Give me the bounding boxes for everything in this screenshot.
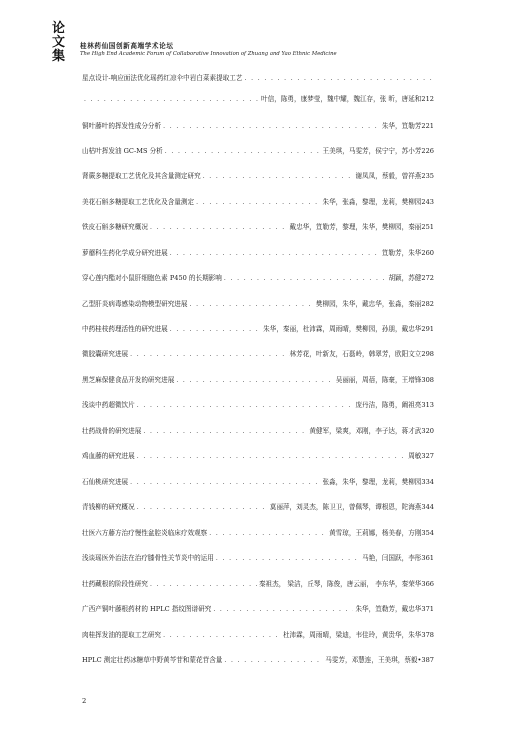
toc-entry-authors: 莫丽萍，刘灵杰，陈卫卫，曾佩琴，谭根恩，陀海燕	[269, 503, 422, 511]
toc-leader-dots	[170, 324, 261, 336]
toc-leader-dots	[203, 171, 354, 183]
toc-entry-title: 肾蕨多糖提取工艺优化及其含量测定研究	[82, 172, 201, 180]
toc-entry[interactable]	[82, 552, 434, 564]
toc-entry-authors: 叶信，陈勇，康梦莹，魏中耀，魏江存，张 昕，唐延和	[261, 95, 422, 103]
toc-entry[interactable]	[82, 221, 434, 233]
toc-entry-authors: 马艳，闫国跃，李彤	[362, 554, 422, 562]
toc-leader-dots	[150, 579, 257, 591]
toc-entry-authors: 笪勒芳，朱华	[381, 249, 422, 257]
toc-entry-title: 石仙桃研究进展	[82, 478, 129, 486]
toc-entry-page: 378	[421, 631, 434, 639]
toc-entry-page: 354	[421, 529, 434, 537]
toc-leader-dots	[137, 451, 406, 463]
toc-entry-page: 291	[421, 325, 434, 333]
toc-entry-authors: 谢凤凤，蔡毅，曾祥燕	[355, 172, 422, 180]
toc-entry-authors: 杜沛霖，周雨晴，梁迪，韦佳玲，黄贵华，朱华	[282, 631, 422, 639]
toc-leader-dots	[176, 375, 333, 387]
toc-entry-authors: 樊柳园，朱华，戴忠华，张淼，秦丽	[315, 300, 422, 308]
toc-entry[interactable]	[82, 476, 434, 488]
toc-entry[interactable]	[82, 93, 434, 105]
toc-leader-dots	[224, 655, 323, 667]
logo-char-1: 论	[52, 21, 66, 36]
toc-entry-page: 298	[421, 350, 434, 358]
logo-char-2: 文	[52, 35, 66, 50]
toc-entry-page: 371	[421, 605, 434, 613]
toc-entry-authors: 庞丹洁，陈勇，阚祖亮	[355, 401, 422, 409]
toc-entry-page: 282	[421, 300, 434, 308]
toc-leader-dots	[130, 349, 287, 361]
toc-entry-title: 铜叶藤叶的挥发性成分分析	[82, 122, 162, 130]
toc-entry-authors: 黄雪琼，王莉娜，杨美春，方刚	[329, 529, 422, 537]
toc-entry[interactable]	[82, 323, 434, 335]
toc-leader-dots	[165, 146, 321, 158]
toc-entry-title: 肉桂挥发油的提取工艺研究	[82, 631, 162, 639]
toc-entry-title: 壮药藏根的阶段性研究	[82, 580, 148, 588]
toc-entry[interactable]	[82, 272, 434, 284]
toc-leader-dots	[170, 248, 380, 260]
toc-leader-dots	[213, 604, 353, 616]
toc-entry-page: 243	[421, 198, 434, 206]
toc-entry-title: 青钱柳的研究概况	[82, 503, 135, 511]
toc-leader-dots	[150, 222, 288, 234]
toc-entry-page: 272	[421, 274, 434, 282]
page-header	[0, 22, 529, 72]
toc-leader-dots	[196, 197, 320, 209]
toc-entry[interactable]	[82, 247, 434, 259]
toc-entry-authors: 朱华，张淼，黎理，龙莉，樊柳园	[322, 198, 422, 206]
toc-entry-authors: 胡颖，苏健	[388, 274, 422, 282]
toc-entry-title: 壮药战骨的研究进展	[82, 427, 142, 435]
toc-entry[interactable]	[82, 196, 434, 208]
forum-subtitle: The High End Academic Forum of Collaborative Innovation of Zhuang and Yao Ethnic Medicine	[80, 51, 337, 57]
toc-entry-title: HPLC 测定壮药冰糖草中野黄芩苷和蒙花苷含量	[82, 656, 223, 664]
toc-entry[interactable]	[82, 578, 434, 590]
toc-entry-page: 344	[421, 503, 434, 511]
toc-leader-dots	[137, 400, 354, 412]
logo-char-3: 集	[52, 49, 66, 64]
toc-entry[interactable]	[82, 654, 434, 666]
toc-entry[interactable]	[82, 399, 434, 411]
toc-entry-page: 366	[421, 580, 434, 588]
toc-entry-page: 387	[421, 656, 434, 664]
toc-leader-dots	[137, 502, 268, 514]
toc-entry-title: 壮医六方藤方治疗慢性盆腔炎临床疗效观察	[82, 529, 208, 537]
toc-entry-title: 浅谈瑶医外治法在治疗膝骨性关节炎中的运用	[82, 554, 214, 562]
toc-entry[interactable]	[82, 450, 434, 462]
toc-entry-page: 260	[421, 249, 434, 257]
forum-title: 桂林药仙国创新高端学术论坛	[80, 42, 174, 50]
toc-entry-page: 334	[421, 478, 434, 486]
toc-entry-authors: 黄健军，梁爽，邓刚，李子达，蒋才武	[309, 427, 422, 435]
toc-entry-page: 313	[421, 401, 434, 409]
toc-entry[interactable]	[82, 170, 434, 182]
toc-entry-page: 320	[421, 427, 434, 435]
toc-leader-dots	[130, 477, 320, 489]
toc-entry[interactable]	[82, 425, 434, 437]
toc-leader-dots	[163, 630, 281, 642]
toc-entry[interactable]	[82, 120, 434, 132]
toc-entry-authors: 吴丽丽，周蓓，陈豪，王增锋	[335, 376, 422, 384]
toc-entry[interactable]	[82, 72, 434, 84]
toc-entry-authors: 马雯芳，邓慧连，王美琪，蔡毅•	[325, 656, 422, 664]
toc-entry-title: 乙型肝炎病毒感染动物模型研究进展	[82, 300, 188, 308]
toc-entry-title: 山枯叶挥发油 GC-MS 分析	[82, 147, 163, 155]
toc-entry-title: 鸡血藤的研究进展	[82, 452, 135, 460]
toc-entry-page: 327	[421, 452, 434, 460]
toc-entry-title: 中药桂枝药理活性的研究进展	[82, 325, 168, 333]
toc-entry[interactable]	[82, 603, 434, 615]
toc-entry-page: 251	[421, 223, 434, 231]
toc-entry-title: 广西产铜叶藤根药材的 HPLC 指纹图谱研究	[82, 605, 212, 613]
toc-entry[interactable]	[82, 629, 434, 641]
toc-entry-authors: 朱华，笪勒芳	[381, 122, 422, 130]
toc-leader-dots	[209, 528, 327, 540]
toc-entry[interactable]	[82, 348, 434, 360]
toc-entry[interactable]	[82, 145, 434, 157]
toc-entry-authors: 朱华，笪勒芳，戴忠华	[355, 605, 422, 613]
toc-entry-title: 星点设计-响应面法优化瑶药红凉伞中岩白菜素提取工艺	[82, 74, 243, 82]
toc-entry-page: 221	[421, 122, 434, 130]
toc-entry-page: 308	[421, 376, 434, 384]
toc-entry[interactable]	[82, 527, 434, 539]
toc-entry-authors: 张淼，朱华，黎理，龙莉，樊柳园	[322, 478, 422, 486]
toc-entry-title: 铁皮石斛多糖研究概况	[82, 223, 148, 231]
toc-entry[interactable]	[82, 298, 434, 310]
toc-entry-title: 浅谈中药超微饮片	[82, 401, 135, 409]
toc-entry-authors: 王美琪，马雯芳，侯宁宁，苏小芳	[322, 147, 422, 155]
toc-leader-dots	[84, 94, 259, 106]
toc-entry-authors: 周敏	[408, 452, 422, 460]
toc-entry-authors: 戴忠华，笪勒芳，黎理，朱华，樊柳园，秦丽	[289, 223, 422, 231]
toc-entry-title: 萝蘼科生药化学成分研究进展	[82, 249, 168, 257]
toc-entry-page: 226	[421, 147, 434, 155]
toc-entry-page: 361	[421, 554, 434, 562]
toc-leader-dots	[216, 553, 360, 565]
toc-entry-title: 微胶囊研究进展	[82, 350, 129, 358]
toc-entry-authors: 朱华，秦丽，杜沛霖，周雨晴，樊柳园，孙朋，戴忠华	[263, 325, 422, 333]
toc-leader-dots	[224, 273, 387, 285]
toc-entry-title: 美花石斛多糖提取工艺优化及含量测定	[82, 198, 195, 206]
toc-entry-title: 黑芝麻保健食品开发的研究进展	[82, 376, 175, 384]
toc-leader-dots	[143, 426, 307, 438]
toc-entry-page: 235	[421, 172, 434, 180]
toc-entry[interactable]	[82, 374, 434, 386]
toc-leader-dots	[190, 299, 314, 311]
toc-entry-title: 穿心莲内酯对小鼠肝细胞色素 P450 的长期影响	[82, 274, 222, 282]
toc-leader-dots	[244, 73, 432, 85]
toc-entry-authors: 林芳花，叶新友，石磊岭，韩翠芳，欧阳文立	[289, 350, 422, 358]
page-number: 2	[82, 697, 87, 705]
toc-entry[interactable]	[82, 501, 434, 513]
toc-entry-authors: 秦祖杰， 梁洁，丘琴，陈俊，唐云丽， 李东华，秦荣华	[258, 580, 422, 588]
toc-leader-dots	[163, 121, 380, 133]
toc-entry-page: 212	[421, 95, 434, 103]
